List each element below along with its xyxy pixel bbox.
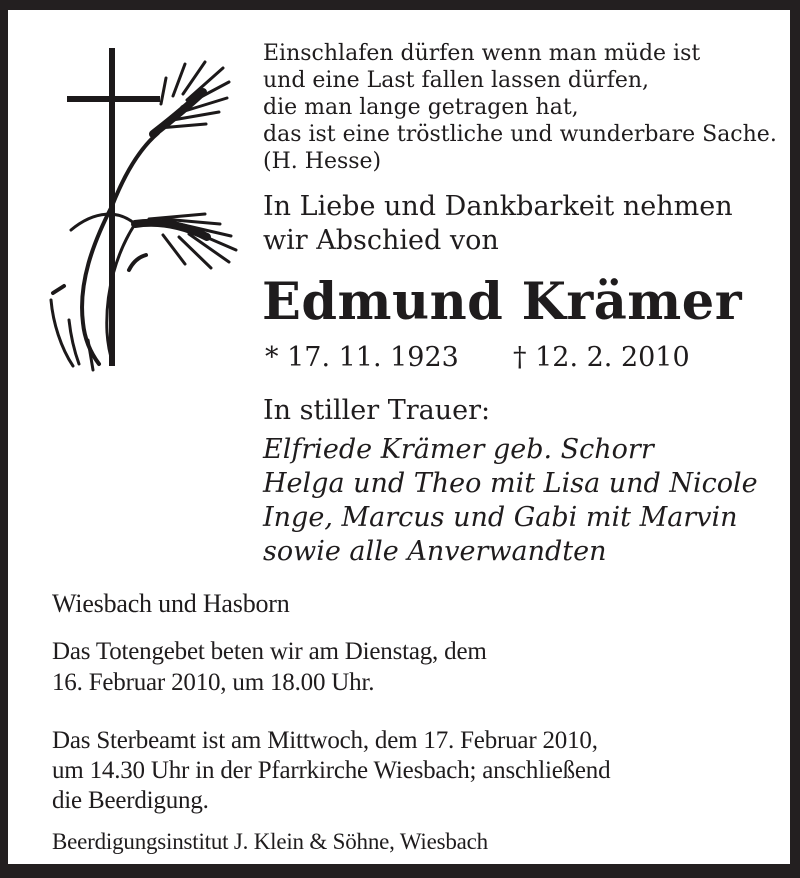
- quote-line: Einschlafen dürfen wenn man müde ist: [263, 41, 701, 66]
- totengebet-line: Das Totengebet beten wir am Dienstag, dem: [52, 638, 487, 665]
- sterbeamt-line: um 14.30 Uhr in der Pfarrkirche Wiesbach; anschließend: [52, 757, 611, 784]
- death-date: † 12. 2. 2010: [513, 342, 690, 373]
- funeral-home-line: Beerdigungsinstitut J. Klein & Söhne, Wiesbach: [52, 829, 488, 854]
- location-line: Wiesbach und Hasborn: [52, 589, 290, 618]
- quote-line: und eine Last fallen lassen dürfen,: [263, 68, 650, 93]
- opening-quote: [263, 40, 777, 175]
- mourners-list: [263, 433, 758, 569]
- intro-line: wir Abschied von: [263, 225, 499, 256]
- mourning-heading: In stiller Trauer:: [263, 395, 491, 426]
- intro-text: [263, 190, 733, 258]
- intro-line: In Liebe und Dankbarkeit nehmen: [263, 191, 733, 222]
- sterbeamt-line: die Beerdigung.: [52, 787, 209, 814]
- mourner-line: sowie alle Anverwandten: [263, 536, 607, 567]
- deceased-name: Edmund Krämer: [262, 272, 743, 332]
- quote-attribution: (H. Hesse): [263, 149, 382, 174]
- sterbeamt-line: Das Sterbeamt ist am Mittwoch, dem 17. Februar 2010,: [52, 727, 598, 754]
- totengebet-line: 16. Februar 2010, um 18.00 Uhr.: [52, 669, 375, 696]
- mourner-line: Inge, Marcus und Gabi mit Marvin: [263, 502, 738, 533]
- life-dates: [265, 342, 690, 373]
- quote-line: die man lange getragen hat,: [263, 95, 579, 120]
- totengebet-announcement: [52, 636, 487, 698]
- birth-date: * 17. 11. 1923: [265, 342, 459, 373]
- mourner-line: Elfriede Krämer geb. Schorr: [263, 434, 654, 465]
- sterbeamt-announcement: [52, 726, 610, 816]
- mourner-line: Helga und Theo mit Lisa und Nicole: [263, 468, 758, 499]
- quote-line: das ist eine tröstliche und wunderbare Sache.: [263, 122, 777, 147]
- cross-and-wheat-icon: [33, 38, 253, 378]
